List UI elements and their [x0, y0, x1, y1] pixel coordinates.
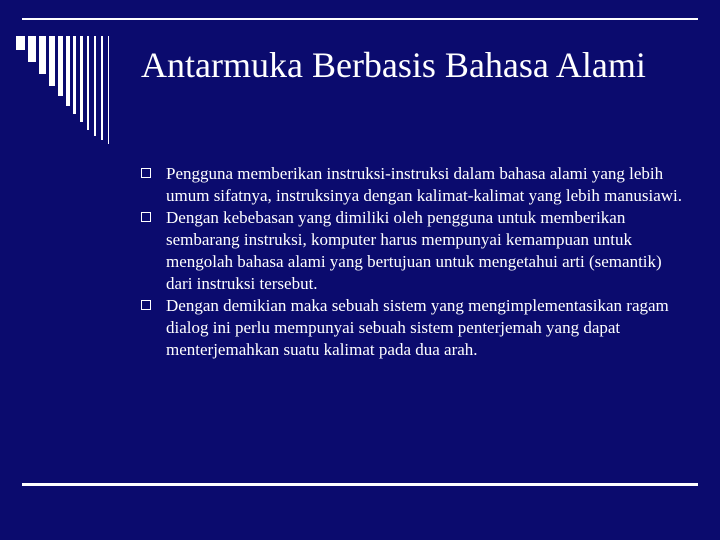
decorative-bar: [28, 36, 36, 62]
hollow-square-icon: [141, 168, 151, 178]
decorative-bar: [73, 36, 76, 114]
bullet-text: Dengan kebebasan yang dimiliki oleh pengguna untuk memberikan sembarang instruksi, komputer harus mempunyai kemampuan untuk mengolah bahasa alami yang bertujuan untuk mengetahui arti (semantik) dari instruksi tersebut.: [166, 208, 662, 293]
bullet-list: [140, 163, 685, 361]
hollow-square-icon: [141, 212, 151, 222]
decorative-bar: [39, 36, 46, 74]
decorative-bar: [66, 36, 70, 106]
decorative-bar: [80, 36, 83, 122]
decorative-bar: [101, 36, 103, 140]
hollow-square-icon: [141, 300, 151, 310]
bullet-item: [140, 163, 685, 207]
top-rule: [22, 18, 698, 20]
decorative-bars: [16, 36, 136, 146]
decorative-bar: [58, 36, 63, 96]
bullet-item: [140, 207, 685, 295]
decorative-bar: [87, 36, 89, 130]
decorative-bar: [108, 36, 109, 144]
slide-title: Antarmuka Berbasis Bahasa Alami: [141, 45, 646, 85]
decorative-bar: [94, 36, 96, 136]
bullet-text: Pengguna memberikan instruksi-instruksi dalam bahasa alami yang lebih umum sifatnya, instruksinya dengan kalimat-kalimat yang lebih manusiawi.: [166, 164, 683, 205]
decorative-bar: [16, 36, 25, 50]
bullet-item: [140, 295, 685, 361]
bottom-rule: [22, 483, 698, 486]
decorative-bar: [49, 36, 55, 86]
bullet-text: Dengan demikian maka sebuah sistem yang mengimplementasikan ragam dialog ini perlu mempunyai sebuah sistem penterjemah yang dapat menterjemahkan suatu kalimat pada dua arah.: [166, 296, 669, 359]
